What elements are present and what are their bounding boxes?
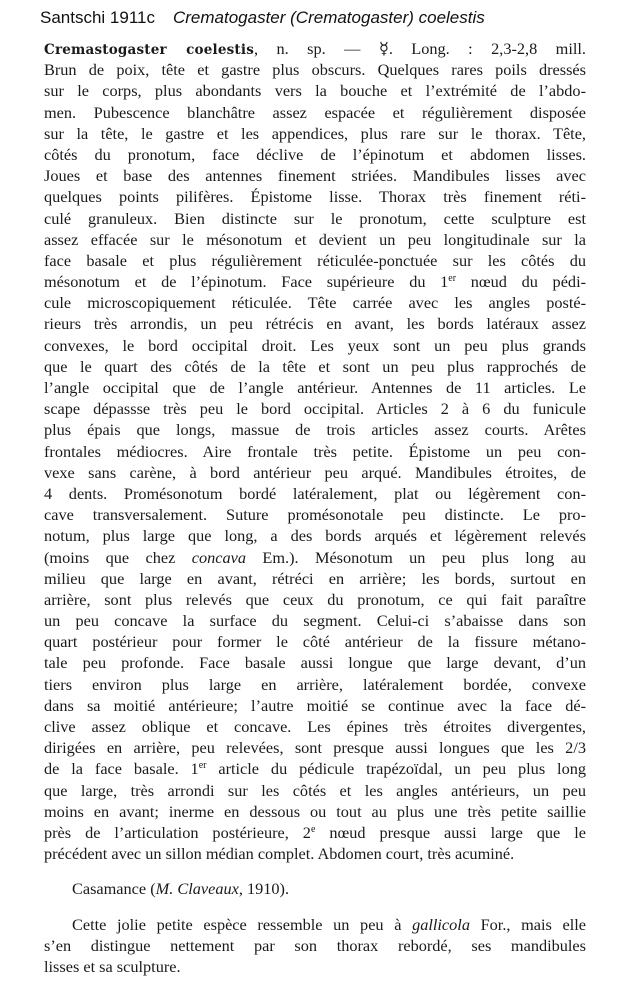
description-line: cave transversalement. Suture promésonotale peu distincte. Le pro- [44,505,586,525]
locality-place: Casamance [72,879,147,898]
description-line: sur la tête, le gastre et les appendices, plus rare sur le thorax. Tête, [44,123,586,143]
description-line: vexe sans carène, à bord antérieur peu arqué. Mandibules étroites, de [44,462,586,482]
locality-year: 1910 [246,879,280,898]
description-line-first [44,38,586,59]
species-name: Cremastogaster coelestis [44,42,254,58]
description-line: près de l’articulation postérieure, 2e nœud presque aussi large que le [44,822,586,842]
description-line: Joues et base des antennes finement striées. Mandibules lisses avec [44,166,586,186]
description-line: men. Pubescence blanchâtre assez espacée et régulièrement disposée [44,102,586,122]
remark-line: Cette jolie petite espèce ressemble un peu à gallicola For., mais elle [72,915,586,934]
description-line: cule microscopiquement réticulée. Tête carrée avec les angles posté- [44,293,586,313]
description-line: sur le corps, plus abondants vers la bouche et l’extrémité de l’abdo- [44,81,586,101]
description-line: l’angle occipital que de l’angle antérieur. Antennes de 11 articles. Le [44,378,586,397]
description-line: plus épais que longs, massue de trois articles assez courts. Arêtes [44,420,586,440]
description-line: arrière, sont plus relevés que ceux du pronotum, ce qui fait paraître [44,589,586,609]
description-line: dirigées en arrière, peu relevées, sont presque aussi longues que les 2/3 [44,738,586,758]
remark-lines [44,914,586,978]
description-line: (moins que chez concava Em.). Mésonotum un peu plus long au [44,547,586,567]
description-line: notum, plus large que long, a des bords arqués et légèrement relevés [44,526,586,546]
remark-line: lisses et sa sculpture. [44,957,181,977]
description-line: convexes, le bord occipital droit. Les yeux sont un peu plus grands [44,335,586,355]
author-citation: Santschi 1911c [40,8,155,27]
taxon-name: Crematogaster (Crematogaster) coelestis [172,8,485,27]
description-line: quart postérieur pour former le côté antérieur de la fissure métano- [44,632,586,652]
description-line: scape dépassse très peu le bord occipital. Articles 2 à 6 du funicule [44,399,586,419]
description-line: que le quart des côtés de la tête et sont un peu plus rapprochés de [44,356,586,376]
description-line: précédent avec un sillon médian complet. Abdomen court, très acuminé. [44,844,515,864]
description-line: de la face basale. 1er article du pédicule trapézoïdal, un peu plus long [44,759,586,779]
description-line: quelques points pilifères. Épistome lisse. Thorax très finement réti- [44,187,586,207]
species-description [44,38,586,864]
locality-line: Casamance (M. Claveaux, 1910). [72,879,290,898]
species-remark [44,914,586,978]
description-line: moins en avant; inerme en dessous ou tout au plus une très petite saillie [44,801,586,821]
description-line: tiers environ plus large en arrière, latéralement bordée, convexe [44,674,586,694]
description-lines [44,59,586,864]
remark-line: s’en distingue nettement par son thorax rebordé, ses mandibules [44,936,586,956]
description-line: tale peu profonde. Face basale aussi longue que large devant, d’un [44,653,586,673]
description-line: dans sa moitié antérieure; l’autre moitié se continue avec la face dé- [44,695,586,715]
description-line: milieu que large en avant, rétréci en arrière; les bords, surtout en [44,568,586,588]
description-line: culé granuleux. Bien distincte sur le pronotum, cette sculpture est [44,208,586,228]
description-line: frontales médiocres. Aire frontale très petite. Épistome un peu con- [44,441,586,461]
description-line: face basale et plus régulièrement réticulée-ponctuée sur les côtés du [44,250,586,270]
description-line: assez effacée sur le mésonotum et devient un peu longitudinale sur la [44,229,586,249]
locality-collector: M. Claveaux [155,879,239,898]
description-line: mésonotum et de l’épinotum. Face supérieure du 1er nœud du pédi- [44,272,587,292]
description-line: 4 dents. Promésonotum bordé latéralement, plat ou légèrement con- [44,483,586,503]
page-header [40,8,620,34]
species-header-rest: , n. sp. — ☿. Long. : 2,3-2,8 mill. [254,39,586,58]
description-line: rieurs très arrondis, un peu rétrécis en avant, les bords latéraux assez [44,314,586,334]
description-line: côtés du pronotum, face déclive de l’épinotum et abdomen lisses. [44,144,586,164]
description-line: que large, très arrondi sur les côtés et les angles antérieurs, un peu [44,780,586,800]
description-line: Brun de poix, tête et gastre plus obscurs. Quelques rares poils dressés [44,60,586,80]
description-line: un peu concave la surface du segment. Celui-ci s’abaisse dans son [44,611,586,631]
description-line: clive assez oblique et concave. Les épines très étroites divergentes, [44,717,586,736]
